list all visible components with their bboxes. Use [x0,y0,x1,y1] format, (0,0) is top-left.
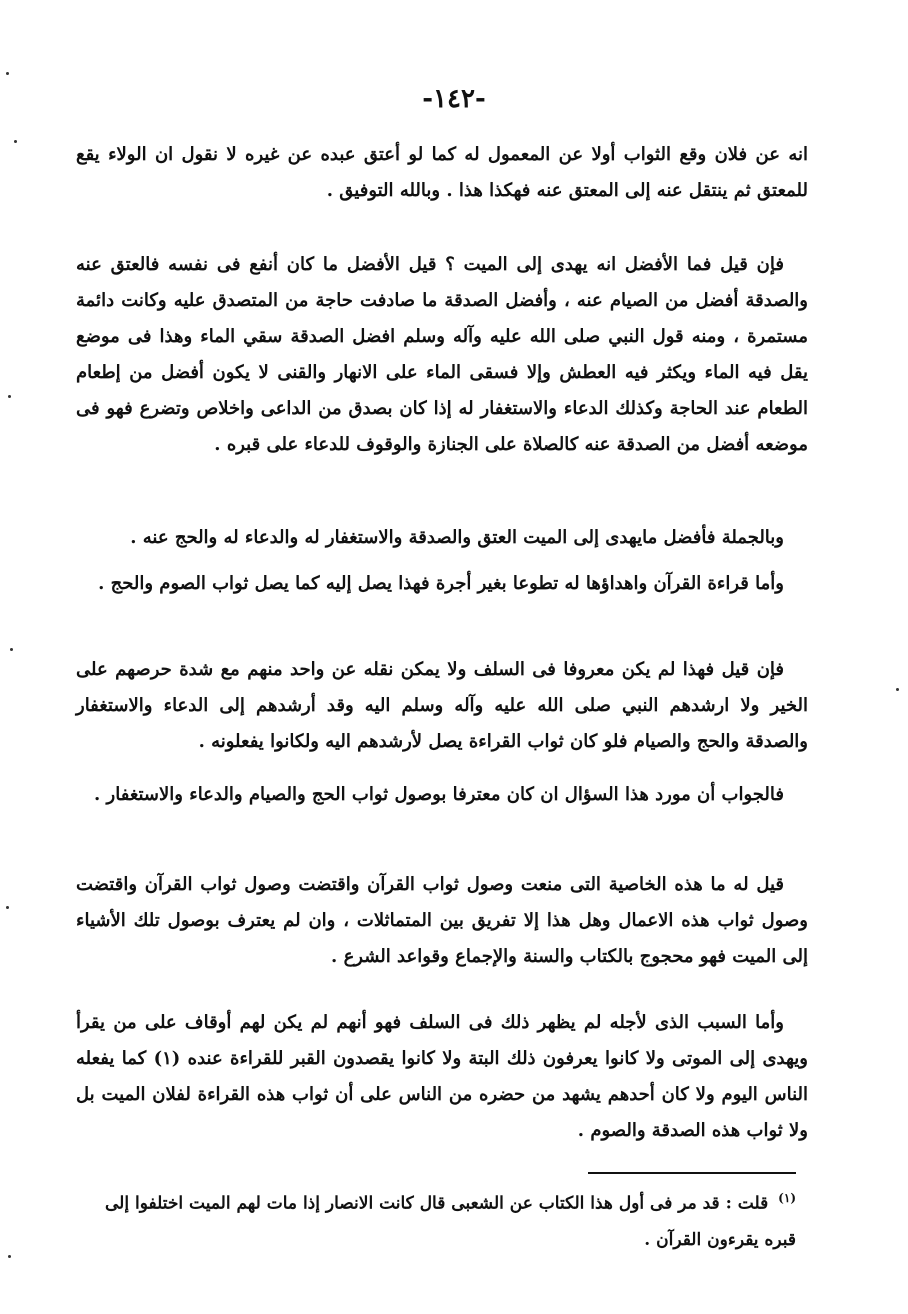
paragraph-3 [76,520,808,556]
scan-speck [14,140,17,143]
paragraph-6 [76,777,808,813]
page-number: -١٤٢- [422,84,486,114]
scan-speck [896,688,899,691]
paragraph-text: فإن قيل فما الأفضل انه يهدى إلى الميت ؟ قيل الأفضل ما كان أنفع فى نفسه فالعتق عنه والصدقة أفضل من الصيام عنه ، وأفضل الصدقة ما صادفت حاجة من المتصدق عليه وكانت دائمة مستمرة ، ومنه قول النبي صلى الله عليه وآله وسلم افضل الصدقة سقي الماء وهذا فى موضع يقل فيه الماء ويكثر فيه العطش وإلا فسقى الماء على الانهار والقنى لا يكون أفضل من إطعام الطعام عند الحاجة وكذلك الدعاء والاستغفار له إذا كان بصدق من الداعى واخلاص وتضرع فهو فى موضعه أفضل من الصدقة عنه كالصلاة على الجنازة والوقوف للدعاء على قبره . [76,254,808,455]
paragraph-text: انه عن فلان وقع الثواب أولا عن المعمول له كما لو أعتق عبده عن غيره لا نقول ان الولاء يقع للمعتق ثم ينتقل عنه إلى المعتق عنه فهكذا هذا . وبالله التوفيق . [76,144,808,201]
paragraph-text: وبالجملة فأفضل مايهدى إلى الميت العتق والصدقة والاستغفار له والدعاء له والحج عنه . [130,527,784,548]
scan-speck [6,906,9,909]
paragraph-text: وأما السبب الذى لأجله لم يظهر ذلك فى السلف فهو أنهم لم يكن لهم أوقاف على من يقرأ ويهدى إلى الموتى ولا كانوا يعرفون ذلك البتة ولا كانوا يقصدون القبر للقراءة عنده (١) كما يفعله الناس اليوم ولا كان أحدهم يشهد من حضره من الناس على أن ثواب هذه القراءة لفلان الميت بل ولا ثواب هذه الصدقة والصوم . [76,1012,808,1141]
paragraph-text: فإن قيل فهذا لم يكن معروفا فى السلف ولا يمكن نقله عن واحد منهم مع شدة حرصهم على الخير ولا ارشدهم النبي صلى الله عليه وآله وسلم اليه وقد أرشدهم إلى الدعاء والاستغفار والصدقة والحج والصيام فلو كان ثواب القراءة يصل لأرشدهم اليه ولكانوا يفعلونه . [76,659,808,752]
footnote [96,1180,796,1258]
paragraph-8 [76,1005,808,1149]
paragraph-5 [76,652,808,760]
paragraph-text: قيل له ما هذه الخاصية التى منعت وصول ثواب القرآن واقتضت وصول ثواب القرآن واقتضت وصول ثواب هذه الاعمال وهل هذا إلا تفريق بين المتماثلات ، وان لم يعترف بوصول تلك الأشياء إلى الميت فهو محجوج بالكتاب والسنة والإجماع وقواعد الشرع . [76,874,808,967]
paragraph-4 [76,566,808,602]
footnote-text: قلت : قد مر فى أول هذا الكتاب عن الشعبى قال كانت الانصار إذا مات لهم الميت اختلفوا إلى قبره يقرءون القرآن . [105,1193,796,1250]
paragraph-text: فالجواب أن مورد هذا السؤال ان كان معترفا بوصول ثواب الحج والصيام والدعاء والاستغفار . [94,784,784,805]
scan-speck [8,395,11,398]
paragraph-7 [76,867,808,975]
footnote-marker: (١) [778,1191,796,1205]
paragraph-text: وأما قراءة القرآن واهداؤها له تطوعا بغير أجرة فهذا يصل إليه كما يصل ثواب الصوم والحج . [98,573,784,594]
paragraph-2 [76,247,808,463]
scan-speck [8,1255,11,1258]
scan-speck [10,648,13,651]
scan-speck [6,72,9,75]
paragraph-1 [76,137,808,209]
footnote-divider [588,1172,796,1174]
